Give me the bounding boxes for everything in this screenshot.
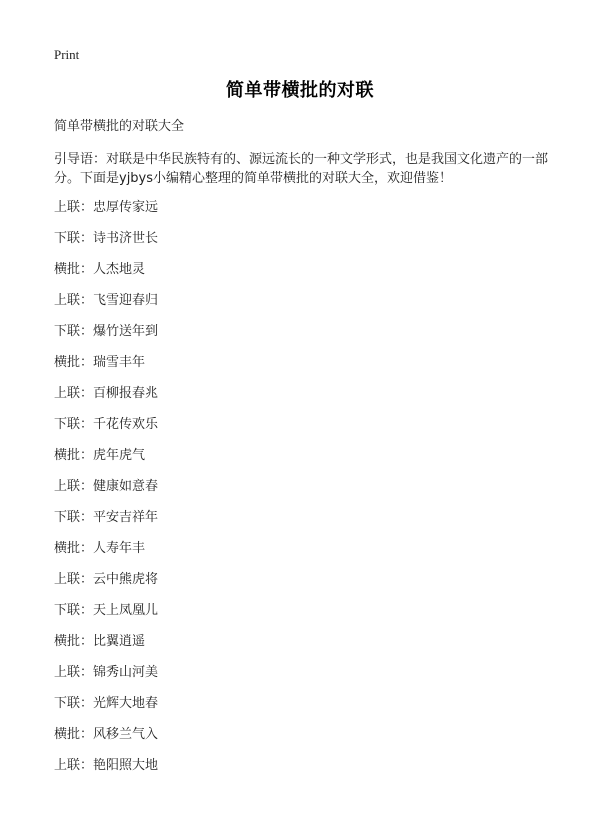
couplet-line: 下联：千花传欢乐 bbox=[54, 417, 159, 432]
couplet-line: 下联：平安吉祥年 bbox=[54, 510, 159, 525]
couplet-list bbox=[54, 199, 158, 788]
couplet-line: 上联：艳阳照大地 bbox=[54, 758, 159, 773]
couplet-line: 上联：云中熊虎将 bbox=[54, 572, 159, 587]
couplet-line: 横批：比翼逍遥 bbox=[54, 634, 146, 649]
couplet-line: 横批：虎年虎气 bbox=[54, 448, 146, 463]
couplet-line: 上联：飞雪迎春归 bbox=[54, 293, 159, 308]
document-subtitle: 简单带横批的对联大全 bbox=[54, 119, 185, 134]
couplet-line: 横批：人杰地灵 bbox=[54, 262, 146, 277]
couplet-line: 上联：健康如意春 bbox=[54, 479, 159, 494]
couplet-line: 下联：诗书济世长 bbox=[54, 231, 159, 246]
couplet-line: 下联：光辉大地春 bbox=[54, 696, 159, 711]
couplet-line: 横批：人寿年丰 bbox=[54, 541, 146, 556]
couplet-line: 横批：风移兰气入 bbox=[54, 727, 159, 742]
print-label: Print bbox=[54, 47, 80, 62]
intro-paragraph: 引导语：对联是中华民族特有的、源远流长的一种文学形式，也是我国文化遗产的一部分。下面是yjbys小编精心整理的简单带横批的对联大全，欢迎借鉴！ bbox=[54, 152, 549, 186]
couplet-line: 下联：天上凤凰儿 bbox=[54, 603, 159, 618]
couplet-line: 上联：百柳报春兆 bbox=[54, 386, 159, 401]
couplet-line: 横批：瑞雪丰年 bbox=[54, 355, 146, 370]
couplet-line: 下联：爆竹送年到 bbox=[54, 324, 159, 339]
page-title: 简单带横批的对联 bbox=[226, 80, 374, 101]
couplet-line: 上联：锦秀山河美 bbox=[54, 665, 159, 680]
couplet-line: 上联：忠厚传家远 bbox=[54, 200, 159, 215]
